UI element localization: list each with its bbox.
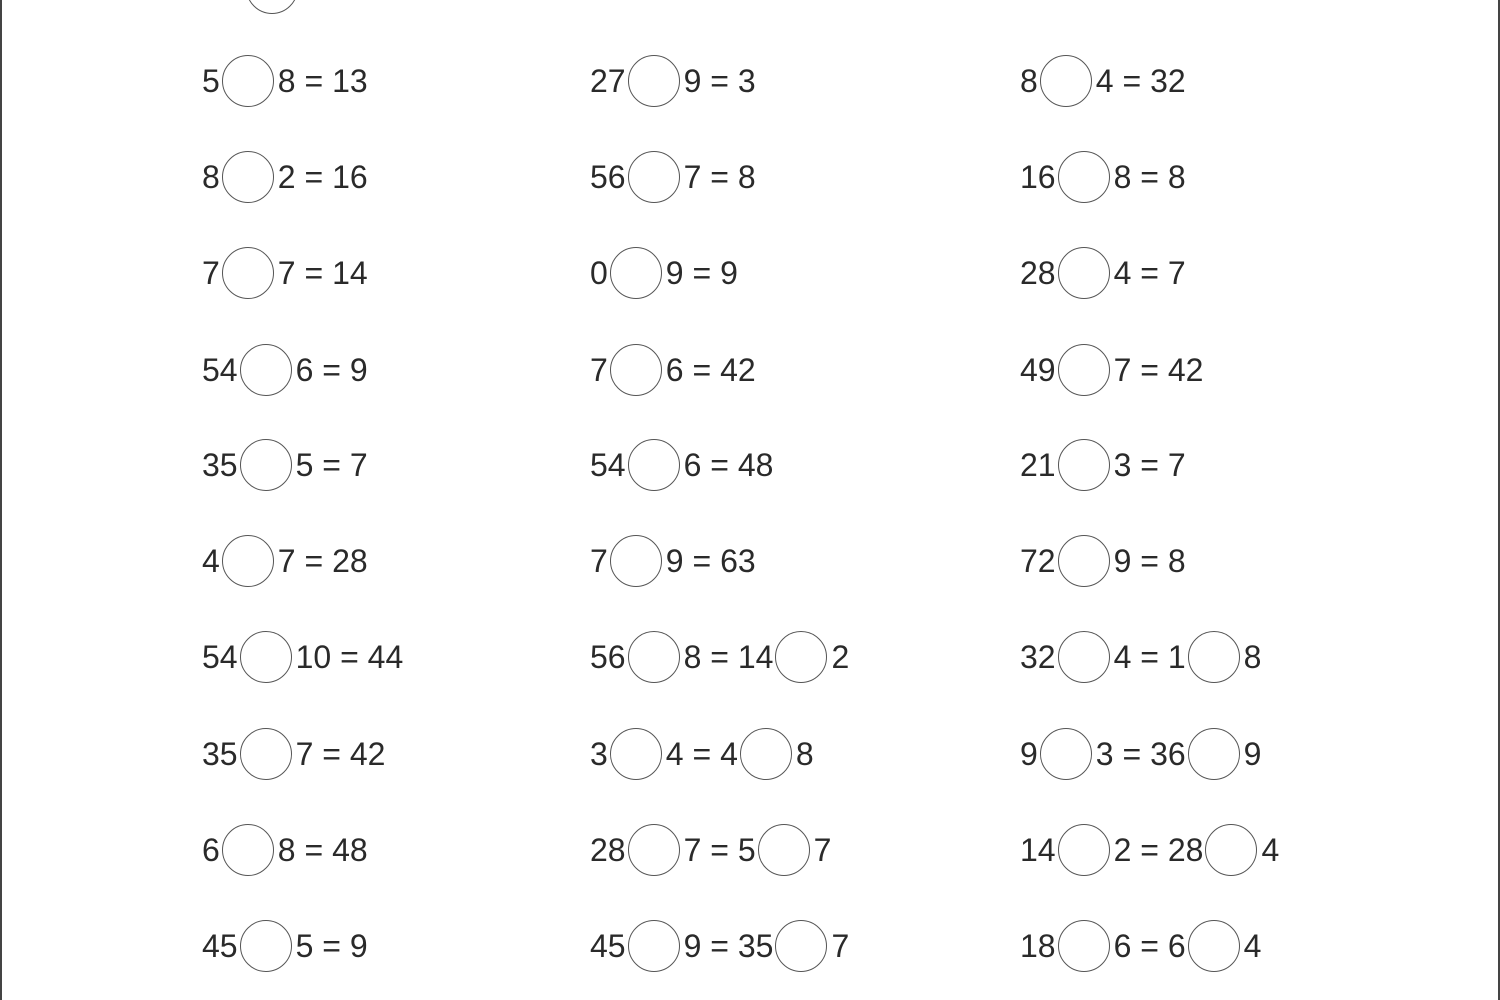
equation-part: 5 = 9 bbox=[295, 928, 368, 964]
answer-circle[interactable] bbox=[246, 0, 298, 14]
equation-part: 7 = 42 bbox=[1113, 352, 1204, 388]
operand: 7 bbox=[590, 352, 608, 388]
cut-off-row bbox=[244, 0, 302, 16]
problem-3-3 bbox=[1020, 245, 1186, 301]
operand: 16 bbox=[1020, 159, 1056, 195]
problem-6-3 bbox=[1020, 533, 1186, 589]
equation-part: 7 bbox=[831, 928, 850, 964]
operand: 35 bbox=[202, 447, 238, 483]
operand: 27 bbox=[590, 63, 626, 99]
operand: 54 bbox=[202, 352, 238, 388]
answer-circle[interactable] bbox=[628, 55, 680, 107]
problem-9-3 bbox=[1020, 822, 1279, 878]
problem-6-1 bbox=[202, 533, 368, 589]
equation-part: 4 bbox=[1243, 928, 1262, 964]
answer-circle[interactable] bbox=[222, 535, 274, 587]
equation-part: 7 bbox=[813, 832, 832, 868]
answer-circle[interactable] bbox=[628, 631, 680, 683]
equation-part: 7 = 5 bbox=[683, 832, 756, 868]
equation-part: 9 = 8 bbox=[1113, 543, 1186, 579]
problem-1-1 bbox=[202, 53, 368, 109]
problem-1-3 bbox=[1020, 53, 1186, 109]
answer-circle[interactable] bbox=[222, 55, 274, 107]
equation-part: 3 = 7 bbox=[1113, 447, 1186, 483]
equation-part: 9 = 63 bbox=[665, 543, 756, 579]
answer-circle[interactable] bbox=[740, 728, 792, 780]
problem-5-3 bbox=[1020, 437, 1186, 493]
operand: 5 bbox=[202, 63, 220, 99]
problem-9-2 bbox=[590, 822, 831, 878]
answer-circle[interactable] bbox=[1058, 151, 1110, 203]
equation-part: 4 = 4 bbox=[665, 736, 738, 772]
answer-circle[interactable] bbox=[628, 920, 680, 972]
operand: 35 bbox=[202, 736, 238, 772]
operand: 49 bbox=[1020, 352, 1056, 388]
answer-circle[interactable] bbox=[1058, 920, 1110, 972]
answer-circle[interactable] bbox=[610, 728, 662, 780]
equation-part: 6 = 6 bbox=[1113, 928, 1186, 964]
problem-4-3 bbox=[1020, 342, 1203, 398]
problem-8-2 bbox=[590, 726, 814, 782]
equation-part: 6 = 9 bbox=[295, 352, 368, 388]
equation-part: 8 bbox=[795, 736, 814, 772]
equation-part: 4 = 1 bbox=[1113, 639, 1186, 675]
answer-circle[interactable] bbox=[628, 439, 680, 491]
equation-part: 7 = 42 bbox=[295, 736, 386, 772]
operand: 56 bbox=[590, 159, 626, 195]
operand: 54 bbox=[590, 447, 626, 483]
answer-circle[interactable] bbox=[240, 439, 292, 491]
equation-part: 8 bbox=[1243, 639, 1262, 675]
equation-part: 8 = 48 bbox=[277, 832, 368, 868]
operand: 21 bbox=[1020, 447, 1056, 483]
problem-4-1 bbox=[202, 342, 368, 398]
operand: 6 bbox=[202, 832, 220, 868]
equation-part: 7 = 28 bbox=[277, 543, 368, 579]
answer-circle[interactable] bbox=[1188, 631, 1240, 683]
answer-circle[interactable] bbox=[1058, 344, 1110, 396]
equation-part: 8 = 14 bbox=[683, 639, 774, 675]
operand: 18 bbox=[1020, 928, 1056, 964]
answer-circle[interactable] bbox=[1205, 824, 1257, 876]
operand: 3 bbox=[590, 736, 608, 772]
operand: 7 bbox=[590, 543, 608, 579]
answer-circle[interactable] bbox=[222, 247, 274, 299]
answer-circle[interactable] bbox=[240, 728, 292, 780]
problem-10-1 bbox=[202, 918, 368, 974]
answer-circle[interactable] bbox=[775, 631, 827, 683]
problem-7-3 bbox=[1020, 629, 1261, 685]
operand: 32 bbox=[1020, 639, 1056, 675]
operand: 8 bbox=[202, 159, 220, 195]
answer-circle[interactable] bbox=[1040, 55, 1092, 107]
equation-part: 9 = 35 bbox=[683, 928, 774, 964]
answer-circle[interactable] bbox=[1058, 535, 1110, 587]
operand: 45 bbox=[590, 928, 626, 964]
equation-part: 4 = 7 bbox=[1113, 255, 1186, 291]
problem-8-1 bbox=[202, 726, 385, 782]
problem-5-2 bbox=[590, 437, 773, 493]
operand: 14 bbox=[1020, 832, 1056, 868]
equation-part: 2 bbox=[831, 639, 850, 675]
left-border bbox=[0, 0, 2, 1000]
equation-part: 2 = 16 bbox=[277, 159, 368, 195]
answer-circle[interactable] bbox=[775, 920, 827, 972]
problem-1-2 bbox=[590, 53, 756, 109]
equation-part: 6 = 48 bbox=[683, 447, 774, 483]
problem-2-2 bbox=[590, 149, 756, 205]
equation-part: 9 bbox=[1243, 736, 1262, 772]
answer-circle[interactable] bbox=[628, 151, 680, 203]
equation-part: 2 = 28 bbox=[1113, 832, 1204, 868]
equation-part: 7 = 8 bbox=[683, 159, 756, 195]
operand: 54 bbox=[202, 639, 238, 675]
answer-circle[interactable] bbox=[628, 824, 680, 876]
equation-part: 10 = 44 bbox=[295, 639, 404, 675]
answer-circle[interactable] bbox=[1188, 920, 1240, 972]
problem-10-3 bbox=[1020, 918, 1261, 974]
equation-part: 3 = 36 bbox=[1095, 736, 1186, 772]
operand: 28 bbox=[590, 832, 626, 868]
answer-circle[interactable] bbox=[1058, 439, 1110, 491]
answer-circle[interactable] bbox=[1188, 728, 1240, 780]
answer-circle[interactable] bbox=[610, 535, 662, 587]
answer-circle[interactable] bbox=[1058, 631, 1110, 683]
answer-circle[interactable] bbox=[240, 631, 292, 683]
equation-part: 9 = 9 bbox=[665, 255, 738, 291]
answer-circle[interactable] bbox=[240, 344, 292, 396]
problem-2-3 bbox=[1020, 149, 1186, 205]
answer-circle[interactable] bbox=[222, 824, 274, 876]
problem-9-1 bbox=[202, 822, 368, 878]
equation-part: 6 = 42 bbox=[665, 352, 756, 388]
answer-circle[interactable] bbox=[222, 151, 274, 203]
equation-part: 8 = 13 bbox=[277, 63, 368, 99]
operand: 7 bbox=[202, 255, 220, 291]
operand: 72 bbox=[1020, 543, 1056, 579]
equation-part: 9 = 3 bbox=[683, 63, 756, 99]
operand: 9 bbox=[1020, 736, 1038, 772]
answer-circle[interactable] bbox=[1058, 824, 1110, 876]
problem-7-1 bbox=[202, 629, 403, 685]
answer-circle[interactable] bbox=[610, 344, 662, 396]
problem-3-1 bbox=[202, 245, 368, 301]
problem-5-1 bbox=[202, 437, 368, 493]
operand: 4 bbox=[202, 543, 220, 579]
equation-part: 4 = 32 bbox=[1095, 63, 1186, 99]
operand: 8 bbox=[1020, 63, 1038, 99]
equation-part: 5 = 7 bbox=[295, 447, 368, 483]
answer-circle[interactable] bbox=[1058, 247, 1110, 299]
operand: 56 bbox=[590, 639, 626, 675]
problem-2-1 bbox=[202, 149, 368, 205]
answer-circle[interactable] bbox=[1040, 728, 1092, 780]
answer-circle[interactable] bbox=[758, 824, 810, 876]
problem-10-2 bbox=[590, 918, 849, 974]
equation-part: 4 bbox=[1261, 832, 1280, 868]
problem-7-2 bbox=[590, 629, 849, 685]
operand: 0 bbox=[590, 255, 608, 291]
operand: 28 bbox=[1020, 255, 1056, 291]
problem-6-2 bbox=[590, 533, 756, 589]
answer-circle[interactable] bbox=[610, 247, 662, 299]
answer-circle[interactable] bbox=[240, 920, 292, 972]
equation-part: 7 = 14 bbox=[277, 255, 368, 291]
operand: 45 bbox=[202, 928, 238, 964]
equation-part: 8 = 8 bbox=[1113, 159, 1186, 195]
problem-8-3 bbox=[1020, 726, 1261, 782]
problem-4-2 bbox=[590, 342, 756, 398]
problem-3-2 bbox=[590, 245, 738, 301]
